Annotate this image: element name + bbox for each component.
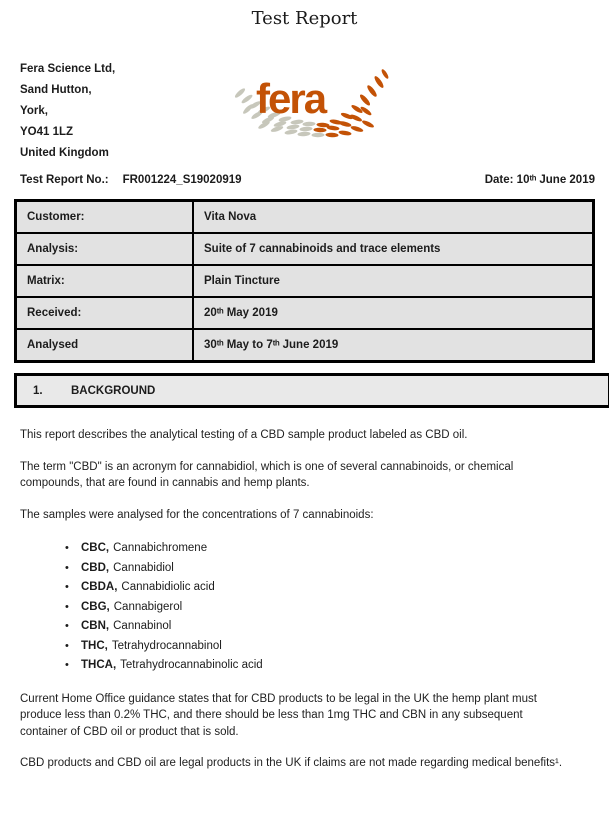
company-address	[14, 59, 234, 164]
cannabinoid-abbr: CBD,	[81, 561, 110, 574]
table-row	[16, 297, 594, 329]
paragraph-legal-products	[14, 755, 595, 772]
cannabinoid-abbr: CBDA,	[81, 581, 118, 593]
list-item	[65, 578, 595, 598]
cannabinoid-abbr: CBG,	[81, 600, 110, 613]
cannabinoid-abbr: THCA,	[81, 659, 117, 671]
list-item	[65, 656, 595, 676]
table-row	[16, 329, 594, 362]
cannabinoid-list	[14, 539, 595, 676]
bullet-icon: •	[65, 542, 69, 554]
list-item	[65, 539, 595, 559]
paragraph-line: The term "CBD" is an acronym for cannabidiol, which is one of several cannabinoids, or chemical	[20, 460, 514, 473]
paragraph-report-describes	[14, 427, 595, 444]
row-value: 20ᵗʰ May 2019	[193, 297, 594, 329]
report-number	[20, 174, 242, 186]
section-header-background	[14, 373, 609, 408]
cannabinoid-abbr: CBC,	[81, 542, 110, 554]
bullet-icon: •	[65, 600, 69, 613]
cannabinoid-abbr: THC,	[81, 639, 108, 652]
row-label: Analysed	[16, 329, 194, 362]
paragraph-line: Current Home Office guidance states that for CBD products to be legal in the UK the hemp plant must	[20, 692, 537, 705]
row-value: 30ᵗʰ May to 7ᵗʰ June 2019	[193, 329, 594, 362]
row-label: Analysis:	[16, 233, 194, 265]
list-item	[65, 637, 595, 657]
paragraph-cbd-acronym	[14, 459, 595, 492]
row-label: Customer:	[16, 201, 194, 234]
report-date: Date: 10ᵗʰ June 2019	[484, 174, 595, 186]
paragraph-line: container of CBD oil or product that is sold.	[20, 725, 239, 738]
paragraph-line: produce less than 0.2% THC, and there should be less than 1mg THC and CBN in any subsequent	[20, 709, 523, 721]
report-header	[14, 59, 595, 164]
address-line: YO41 1LZ	[20, 126, 74, 138]
report-number-label: Test Report No.:	[20, 174, 109, 186]
bullet-icon: •	[65, 639, 69, 652]
row-value: Plain Tincture	[193, 265, 594, 297]
bullet-icon: •	[65, 581, 69, 593]
fera-logo-image	[234, 67, 396, 139]
row-label: Received:	[16, 297, 194, 329]
list-item	[65, 617, 595, 637]
paragraph-line: This report describes the analytical testing of a CBD sample product labeled as CBD oil.	[20, 429, 468, 441]
cannabinoid-name: Cannabigerol	[113, 600, 183, 613]
fera-logo	[234, 67, 396, 139]
cannabinoid-name: Cannabinol	[113, 620, 172, 632]
table-row	[16, 201, 594, 234]
paragraph-line: CBD products and CBD oil are legal products in the UK if claims are not made regarding medical benefits¹.	[20, 757, 563, 769]
page-title: Test Report	[251, 8, 358, 29]
address-line: Fera Science Ltd,	[20, 63, 116, 75]
cannabinoid-name: Cannabichromene	[113, 542, 208, 554]
address-line: Sand Hutton,	[20, 84, 92, 96]
row-value: Vita Nova	[193, 201, 594, 234]
address-line: York,	[20, 105, 48, 117]
cannabinoid-name: Tetrahydrocannabinol	[111, 639, 222, 652]
row-value: Suite of 7 cannabinoids and trace elements	[193, 233, 594, 265]
cannabinoid-abbr: CBN,	[81, 620, 110, 632]
paragraph-samples-analysed	[14, 507, 595, 524]
sample-info-table	[14, 199, 595, 363]
bullet-icon: •	[65, 659, 69, 671]
bullet-icon: •	[65, 620, 69, 632]
list-item	[65, 598, 595, 618]
cannabinoid-name: Cannabidiolic acid	[121, 581, 215, 593]
fera-wordmark: fera	[256, 75, 326, 122]
cannabinoid-name: Tetrahydrocannabinolic acid	[120, 659, 263, 671]
address-line: United Kingdom	[20, 147, 109, 159]
paragraph-line: The samples were analysed for the concentrations of 7 cannabinoids:	[20, 508, 374, 521]
table-row	[16, 265, 594, 297]
report-number-value: FR001224_S19020919	[122, 174, 242, 186]
bullet-icon: •	[65, 561, 69, 574]
row-label: Matrix:	[16, 265, 194, 297]
paragraph-home-office-guidance	[14, 691, 595, 741]
section-title: BACKGROUND	[71, 384, 156, 397]
section-number: 1.	[33, 384, 43, 397]
cannabinoid-name: Cannabidiol	[113, 561, 174, 574]
paragraph-line: compounds, that are found in cannabis and hemp plants.	[20, 477, 310, 489]
table-row	[16, 233, 594, 265]
list-item	[65, 559, 595, 579]
report-meta-row	[14, 174, 595, 186]
